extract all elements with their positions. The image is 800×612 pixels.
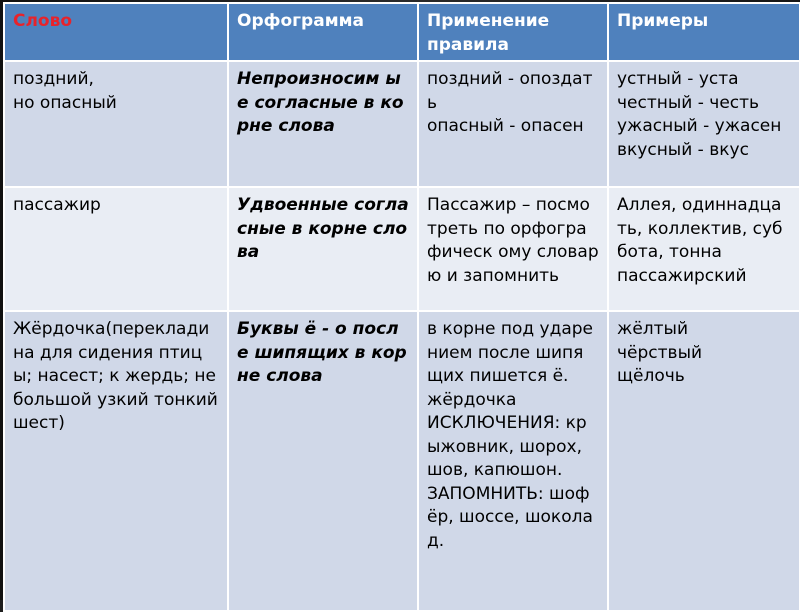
spelling-rules-table [3,2,800,612]
cell-examples: жёлтый чёрствый щёлочь [608,311,800,611]
cell-word: поздний, но опасный [4,61,228,187]
cell-rule-application: в корне под ударением после шипящих пишется ё. жёрдочка ИСКЛЮЧЕНИЯ: крыжовник, шорох, шов, капюшон. ЗАПОМНИТЬ: шофёр, шоссе, шоколад. [418,311,608,611]
cell-orthogram: Непроизносим ые согласные в корне слова [228,61,418,187]
cell-word: пассажир [4,187,228,311]
header-examples: Примеры [608,3,800,61]
cell-orthogram: Буквы ё - о после шипящих в корне слова [228,311,418,611]
table-row [4,187,800,311]
cell-examples: устный - уста честный - честь ужасный - ужасен вкусный - вкус [608,61,800,187]
table-row [4,61,800,187]
cell-rule-application: поздний - опоздать опасный - опасен [418,61,608,187]
header-rule-application: Применение правила [418,3,608,61]
header-word: Слово [4,3,228,61]
header-orthogram: Орфограмма [228,3,418,61]
cell-orthogram: Удвоенные согласные в корне слова [228,187,418,311]
table-header-row [4,3,800,61]
cell-word: Жёрдочка(перекладина для сидения птицы; насест; к жердь; небольшой узкий тонкий шест) [4,311,228,611]
cell-examples: Аллея, одиннадцать, коллектив, суббота, тонна пассажирский [608,187,800,311]
table-row [4,311,800,611]
cell-rule-application: Пассажир – посмотреть по орфографическ ому словарю и запомнить [418,187,608,311]
